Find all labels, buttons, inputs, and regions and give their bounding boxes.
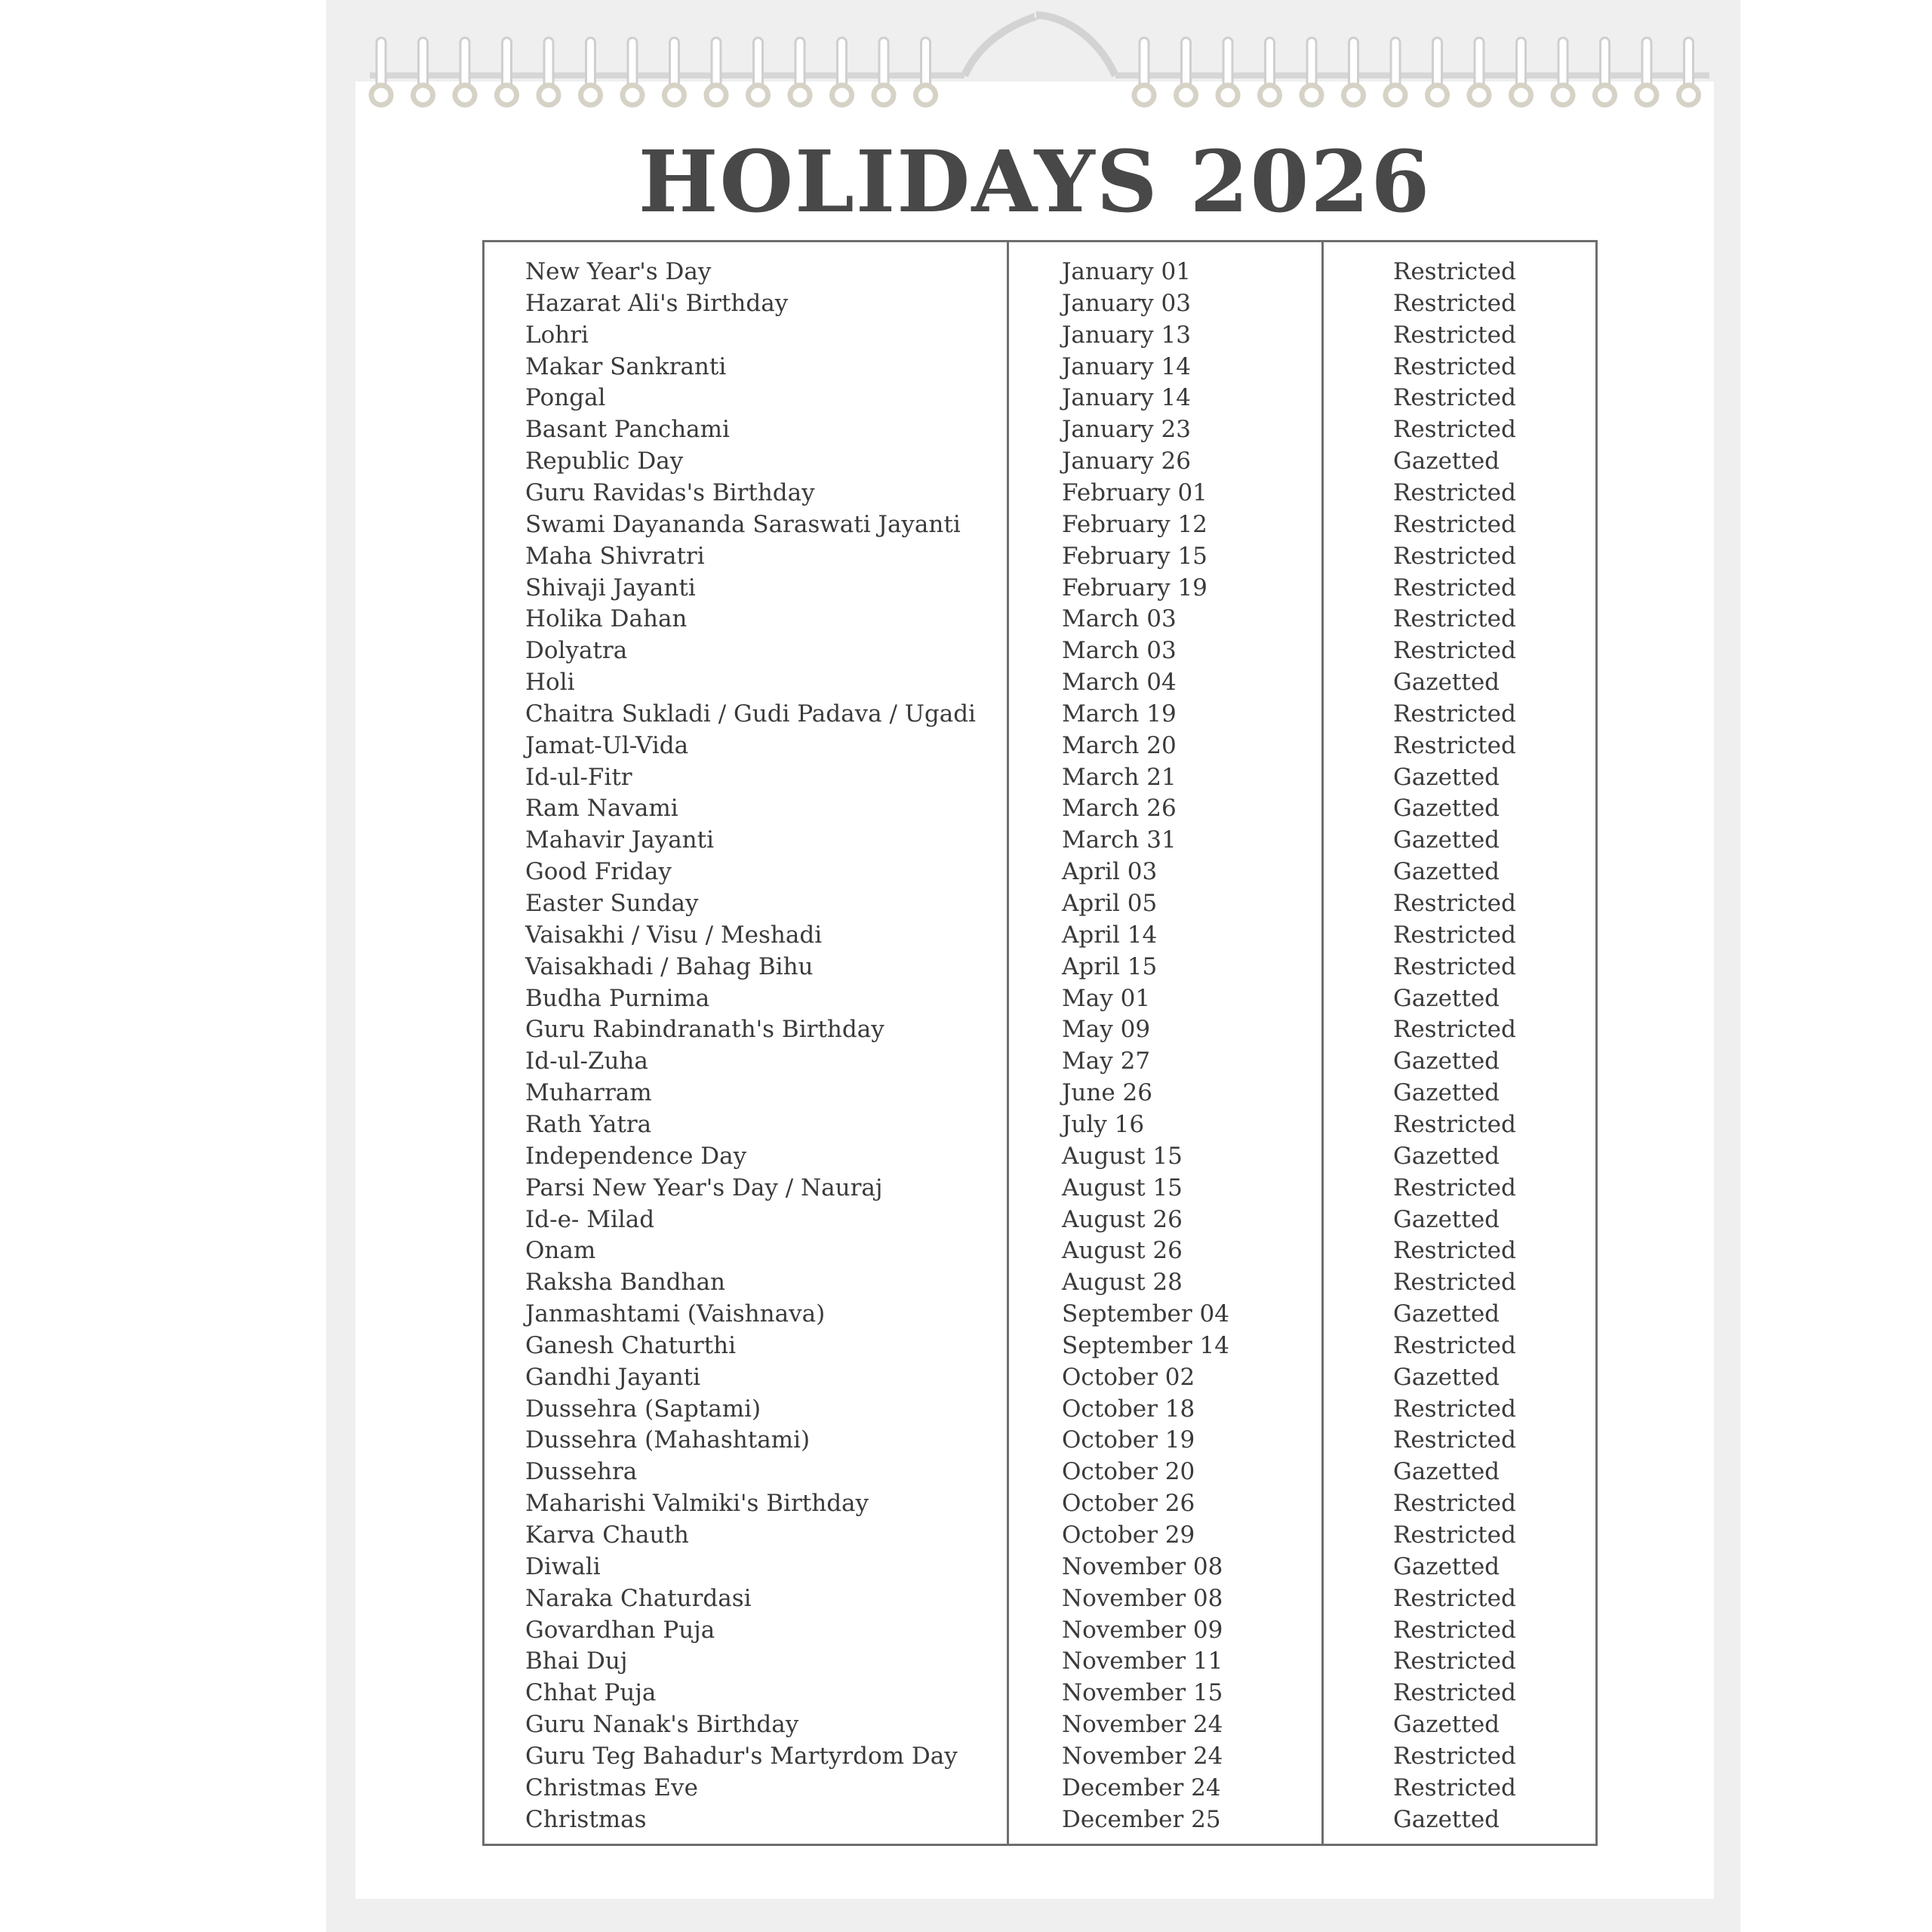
punch-hole xyxy=(665,85,685,105)
holiday-date: October 19 xyxy=(1062,1426,1195,1454)
holiday-name: Ganesh Chaturthi xyxy=(525,1331,737,1359)
punch-hole xyxy=(832,85,852,105)
holiday-name: Muharram xyxy=(525,1079,652,1107)
holiday-type: Restricted xyxy=(1393,1742,1516,1770)
table-row xyxy=(485,1014,1595,1045)
holiday-date: July 16 xyxy=(1062,1110,1145,1138)
holiday-type: Gazetted xyxy=(1393,1363,1500,1391)
punch-hole xyxy=(1218,85,1238,105)
holiday-date: August 26 xyxy=(1062,1237,1183,1265)
holiday-date: April 05 xyxy=(1062,890,1158,917)
holiday-name: Swami Dayananda Saraswati Jayanti xyxy=(525,510,961,538)
holiday-type: Gazetted xyxy=(1393,1142,1500,1170)
table-row xyxy=(485,414,1595,445)
holiday-name: Dussehra (Mahashtami) xyxy=(525,1426,811,1454)
table-row xyxy=(485,635,1595,666)
holiday-type: Restricted xyxy=(1393,574,1516,601)
punch-hole xyxy=(1386,85,1405,105)
table-row xyxy=(485,1204,1595,1235)
holiday-date: April 14 xyxy=(1062,921,1158,949)
holiday-date: March 21 xyxy=(1062,763,1177,791)
punch-hole xyxy=(497,85,517,105)
table-row xyxy=(485,540,1595,572)
holiday-name: Naraka Chaturdasi xyxy=(525,1584,752,1612)
holiday-type: Gazetted xyxy=(1393,763,1500,791)
holiday-type: Gazetted xyxy=(1393,448,1500,475)
holiday-date: December 24 xyxy=(1062,1774,1221,1801)
holiday-type: Gazetted xyxy=(1393,1805,1500,1833)
holiday-name: Guru Nanak's Birthday xyxy=(525,1711,799,1739)
table-row xyxy=(485,1393,1595,1425)
holiday-type: Gazetted xyxy=(1393,1552,1500,1580)
punch-hole xyxy=(1302,85,1321,105)
table-row xyxy=(485,698,1595,730)
holiday-date: August 28 xyxy=(1062,1269,1183,1297)
table-row xyxy=(485,666,1595,698)
table-row xyxy=(485,603,1595,635)
table-row xyxy=(485,1109,1595,1140)
holiday-name: Vaisakhi / Visu / Meshadi xyxy=(525,921,823,949)
holiday-date: October 18 xyxy=(1062,1395,1195,1423)
punch-hole xyxy=(371,85,391,105)
table-row xyxy=(485,288,1595,319)
holiday-type: Restricted xyxy=(1393,1174,1516,1201)
holiday-name: Gandhi Jayanti xyxy=(525,1363,701,1391)
holiday-name: Vaisakhadi / Bahag Bihu xyxy=(525,952,814,980)
table-row xyxy=(485,1361,1595,1393)
punch-hole xyxy=(1637,85,1657,105)
holiday-date: August 15 xyxy=(1062,1174,1183,1201)
table-row xyxy=(485,445,1595,477)
table-row xyxy=(485,983,1595,1014)
holiday-date: October 20 xyxy=(1062,1458,1195,1486)
holiday-date: November 24 xyxy=(1062,1742,1223,1770)
punch-hole xyxy=(623,85,642,105)
holiday-date: August 15 xyxy=(1062,1142,1183,1170)
holiday-type: Restricted xyxy=(1393,700,1516,728)
holiday-name: Easter Sunday xyxy=(525,890,699,917)
punch-hole xyxy=(916,85,936,105)
table-row xyxy=(485,1266,1595,1298)
punch-hole xyxy=(1260,85,1280,105)
holiday-name: Id-e- Milad xyxy=(525,1205,655,1233)
table-row xyxy=(485,1424,1595,1456)
hanger-wire xyxy=(964,15,1115,75)
punch-hole xyxy=(455,85,475,105)
holiday-date: March 31 xyxy=(1062,826,1177,854)
holiday-date: June 26 xyxy=(1062,1079,1153,1107)
holiday-name: Jamat-Ul-Vida xyxy=(525,731,689,759)
table-row xyxy=(485,1077,1595,1109)
holiday-name: Mahavir Jayanti xyxy=(525,826,715,854)
holiday-name: Christmas Eve xyxy=(525,1774,698,1801)
table-row xyxy=(485,888,1595,919)
table-row xyxy=(485,951,1595,983)
table-row xyxy=(485,1298,1595,1330)
holiday-date: January 14 xyxy=(1062,352,1191,380)
holiday-name: Maharishi Valmiki's Birthday xyxy=(525,1490,869,1518)
holiday-name: Guru Ravidas's Birthday xyxy=(525,478,815,506)
punch-hole xyxy=(581,85,601,105)
table-row xyxy=(485,319,1595,351)
holiday-type: Gazetted xyxy=(1393,826,1500,854)
holiday-name: Parsi New Year's Day / Nauraj xyxy=(525,1174,883,1201)
holiday-type: Gazetted xyxy=(1393,795,1500,823)
holiday-type: Restricted xyxy=(1393,1110,1516,1138)
holiday-name: Raksha Bandhan xyxy=(525,1269,726,1297)
holiday-name: Budha Purnima xyxy=(525,984,710,1012)
holiday-name: Hazarat Ali's Birthday xyxy=(525,289,789,317)
table-row xyxy=(485,730,1595,761)
holiday-name: Pongal xyxy=(525,384,606,412)
holiday-name: Karva Chauth xyxy=(525,1521,689,1549)
holiday-name: Shivaji Jayanti xyxy=(525,574,696,601)
holiday-date: March 04 xyxy=(1062,669,1177,697)
holiday-type: Restricted xyxy=(1393,731,1516,759)
holiday-type: Restricted xyxy=(1393,321,1516,349)
holiday-date: November 09 xyxy=(1062,1616,1223,1644)
holiday-date: February 19 xyxy=(1062,574,1208,601)
holiday-type: Restricted xyxy=(1393,952,1516,980)
holiday-type: Gazetted xyxy=(1393,1048,1500,1075)
holiday-name: Guru Teg Bahadur's Martyrdom Day xyxy=(525,1742,958,1770)
holiday-type: Restricted xyxy=(1393,1016,1516,1044)
holiday-date: January 26 xyxy=(1062,448,1191,475)
table-row xyxy=(485,1140,1595,1172)
page-title: HOLIDAYS 2026 xyxy=(638,133,1432,232)
holiday-type: Restricted xyxy=(1393,1647,1516,1675)
table-row xyxy=(485,1772,1595,1804)
holiday-type: Gazetted xyxy=(1393,1300,1500,1328)
table-row xyxy=(485,1551,1595,1583)
table-row xyxy=(485,1804,1595,1835)
holiday-name: Guru Rabindranath's Birthday xyxy=(525,1016,884,1044)
holiday-name: Id-ul-Zuha xyxy=(525,1048,648,1075)
spiral-binding xyxy=(0,0,1932,151)
holiday-name: Good Friday xyxy=(525,858,672,886)
holiday-type: Gazetted xyxy=(1393,1711,1500,1739)
punch-hole xyxy=(1428,85,1447,105)
table-row xyxy=(485,1677,1595,1709)
holiday-type: Restricted xyxy=(1393,1521,1516,1549)
holiday-type: Gazetted xyxy=(1393,1205,1500,1233)
holiday-date: November 24 xyxy=(1062,1711,1223,1739)
holiday-date: February 15 xyxy=(1062,542,1208,570)
holiday-type: Restricted xyxy=(1393,258,1516,285)
holiday-date: January 23 xyxy=(1062,416,1191,444)
holiday-date: November 11 xyxy=(1062,1647,1223,1675)
holiday-type: Gazetted xyxy=(1393,669,1500,697)
holiday-date: February 01 xyxy=(1062,478,1208,506)
table-row xyxy=(485,382,1595,414)
holiday-name: Govardhan Puja xyxy=(525,1616,715,1644)
holiday-date: November 08 xyxy=(1062,1584,1223,1612)
holiday-type: Restricted xyxy=(1393,1490,1516,1518)
holiday-type: Restricted xyxy=(1393,890,1516,917)
table-row xyxy=(485,1614,1595,1646)
holiday-name: Diwali xyxy=(525,1552,601,1580)
punch-hole xyxy=(1679,85,1699,105)
punch-hole xyxy=(414,85,433,105)
table-row xyxy=(485,1583,1595,1614)
punch-hole xyxy=(790,85,810,105)
punch-hole xyxy=(706,85,726,105)
holiday-name: Lohri xyxy=(525,321,589,349)
table-row xyxy=(485,1645,1595,1677)
holiday-type: Restricted xyxy=(1393,510,1516,538)
holiday-date: March 03 xyxy=(1062,637,1177,665)
holiday-type: Restricted xyxy=(1393,1679,1516,1707)
holiday-name: Independence Day xyxy=(525,1142,747,1170)
holiday-name: Makar Sankranti xyxy=(525,352,727,380)
holiday-date: March 20 xyxy=(1062,731,1177,759)
holiday-type: Restricted xyxy=(1393,1616,1516,1644)
holiday-date: September 14 xyxy=(1062,1331,1229,1359)
holiday-type: Restricted xyxy=(1393,921,1516,949)
punch-hole xyxy=(874,85,894,105)
table-row xyxy=(485,1487,1595,1519)
holiday-name: Republic Day xyxy=(525,448,684,475)
holiday-type: Restricted xyxy=(1393,289,1516,317)
table-row xyxy=(485,509,1595,540)
holiday-type: Restricted xyxy=(1393,1237,1516,1265)
holiday-name: Basant Panchami xyxy=(525,416,730,444)
holiday-date: December 25 xyxy=(1062,1805,1221,1833)
holiday-date: October 26 xyxy=(1062,1490,1195,1518)
holiday-type: Restricted xyxy=(1393,384,1516,412)
table-row xyxy=(485,919,1595,951)
holiday-type: Gazetted xyxy=(1393,984,1500,1012)
holiday-table xyxy=(482,240,1598,1846)
holiday-name: Dussehra xyxy=(525,1458,638,1486)
table-row xyxy=(485,1740,1595,1772)
holiday-name: Holika Dahan xyxy=(525,605,688,633)
holiday-name: Dussehra (Saptami) xyxy=(525,1395,761,1423)
table-row xyxy=(485,1045,1595,1077)
table-row xyxy=(485,856,1595,888)
holiday-name: Dolyatra xyxy=(525,637,628,665)
holiday-date: November 15 xyxy=(1062,1679,1223,1707)
holiday-name: Chaitra Sukladi / Gudi Padava / Ugadi xyxy=(525,700,976,728)
holiday-date: January 01 xyxy=(1062,258,1191,285)
holiday-date: March 26 xyxy=(1062,795,1177,823)
table-row xyxy=(485,761,1595,793)
holiday-date: February 12 xyxy=(1062,510,1208,538)
punch-hole xyxy=(1469,85,1489,105)
table-row xyxy=(485,1330,1595,1361)
holiday-name: Bhai Duj xyxy=(525,1647,628,1675)
holiday-type: Restricted xyxy=(1393,1331,1516,1359)
holiday-type: Restricted xyxy=(1393,605,1516,633)
holiday-name: Janmashtami (Vaishnava) xyxy=(525,1300,826,1328)
holiday-name: Christmas xyxy=(525,1805,647,1833)
punch-hole xyxy=(539,85,558,105)
holiday-type: Restricted xyxy=(1393,352,1516,380)
holiday-type: Restricted xyxy=(1393,1584,1516,1612)
holiday-type: Restricted xyxy=(1393,1269,1516,1297)
table-row xyxy=(485,1709,1595,1740)
holiday-name: New Year's Day xyxy=(525,258,712,285)
holiday-date: August 26 xyxy=(1062,1205,1183,1233)
holiday-date: March 19 xyxy=(1062,700,1177,728)
punch-hole xyxy=(1344,85,1364,105)
holiday-date: January 14 xyxy=(1062,384,1191,412)
holiday-date: October 02 xyxy=(1062,1363,1195,1391)
table-row xyxy=(485,477,1595,509)
holiday-date: November 08 xyxy=(1062,1552,1223,1580)
holiday-date: May 27 xyxy=(1062,1048,1151,1075)
holiday-type: Gazetted xyxy=(1393,1079,1500,1107)
holiday-type: Restricted xyxy=(1393,478,1516,506)
holiday-name: Holi xyxy=(525,669,575,697)
holiday-date: January 03 xyxy=(1062,289,1191,317)
punch-hole xyxy=(1512,85,1531,105)
punch-hole xyxy=(1595,85,1615,105)
holiday-date: April 15 xyxy=(1062,952,1158,980)
punch-hole xyxy=(1553,85,1573,105)
holiday-type: Restricted xyxy=(1393,1395,1516,1423)
holiday-date: May 09 xyxy=(1062,1016,1151,1044)
holiday-type: Gazetted xyxy=(1393,1458,1500,1486)
holiday-name: Ram Navami xyxy=(525,795,678,823)
table-row xyxy=(485,1456,1595,1487)
table-row xyxy=(485,824,1595,856)
holiday-name: Onam xyxy=(525,1237,596,1265)
holiday-date: March 03 xyxy=(1062,605,1177,633)
table-row xyxy=(485,351,1595,383)
punch-hole xyxy=(1134,85,1154,105)
table-row xyxy=(485,256,1595,288)
holiday-name: Chhat Puja xyxy=(525,1679,657,1707)
holiday-type: Restricted xyxy=(1393,637,1516,665)
holiday-date: October 29 xyxy=(1062,1521,1195,1549)
holiday-name: Id-ul-Fitr xyxy=(525,763,632,791)
holiday-name: Rath Yatra xyxy=(525,1110,652,1138)
punch-hole xyxy=(749,85,768,105)
table-row xyxy=(485,572,1595,604)
holiday-type: Restricted xyxy=(1393,1426,1516,1454)
holiday-date: January 13 xyxy=(1062,321,1191,349)
holiday-date: September 04 xyxy=(1062,1300,1229,1328)
table-row xyxy=(485,1172,1595,1204)
holiday-name: Maha Shivratri xyxy=(525,542,705,570)
holiday-type: Restricted xyxy=(1393,542,1516,570)
table-row xyxy=(485,1519,1595,1551)
table-row xyxy=(485,1235,1595,1266)
holiday-type: Restricted xyxy=(1393,1774,1516,1801)
holiday-type: Gazetted xyxy=(1393,858,1500,886)
holiday-date: May 01 xyxy=(1062,984,1151,1012)
punch-hole xyxy=(1177,85,1196,105)
table-row xyxy=(485,792,1595,824)
holiday-type: Restricted xyxy=(1393,416,1516,444)
holiday-date: April 03 xyxy=(1062,858,1158,886)
